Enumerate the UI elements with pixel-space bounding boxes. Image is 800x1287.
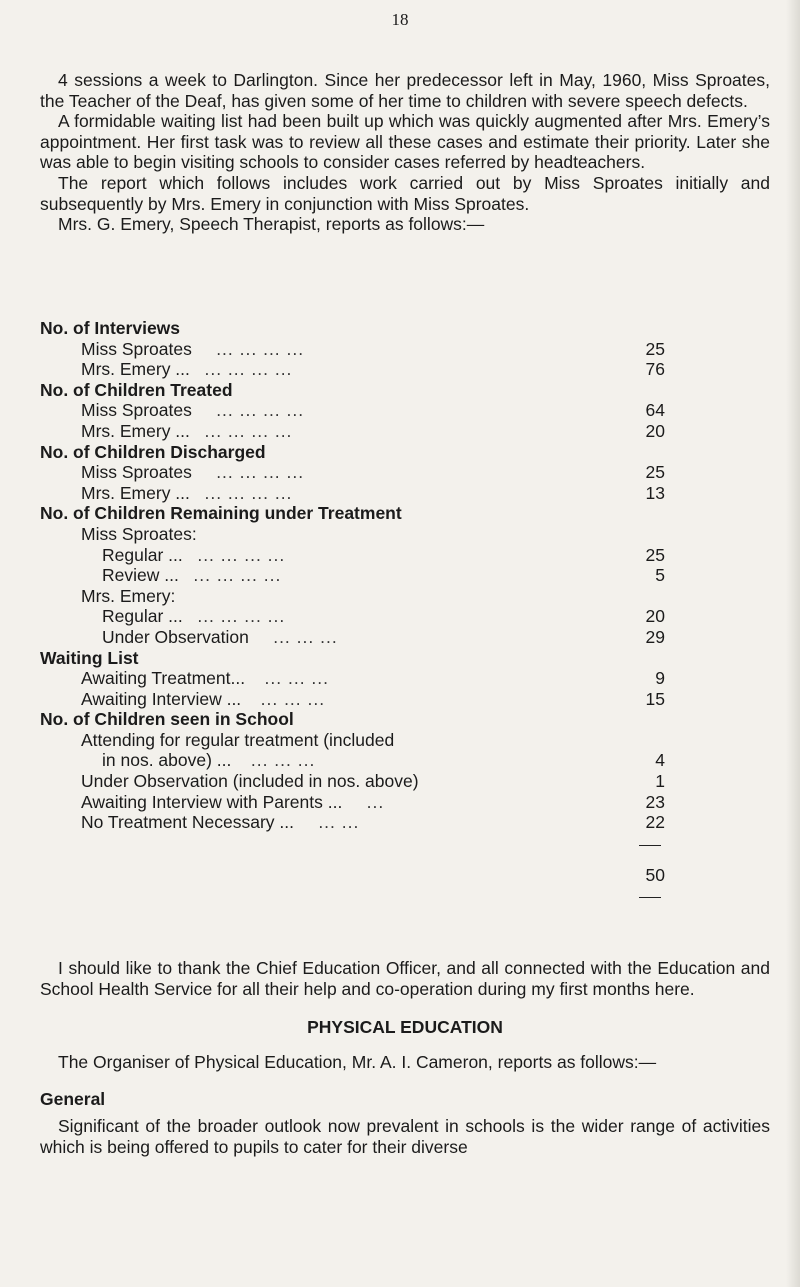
page-number: 18 (391, 10, 409, 29)
stat-row (40, 359, 770, 380)
total-rule-top (639, 845, 661, 846)
stat-value: 13 (645, 482, 665, 503)
stat-row (40, 483, 770, 504)
subheading-general: General (40, 1089, 106, 1110)
total-value: 50 (645, 864, 665, 885)
stat-value: 20 (645, 606, 665, 627)
paragraph-general: Significant of the broader outlook now prevalent in schools is the wider range of activities which is being offered to pupils to cater for their diverse (40, 1115, 770, 1157)
stat-value: 15 (645, 688, 665, 709)
section-heading-interviews: No. of Interviews (40, 318, 181, 338)
paragraph-thanks: I should like to thank the Chief Education Officer, and all connected with the Education and School Health Service for all their help and co-operation during my first months here. (40, 958, 770, 999)
paragraph-report-intro: The report which follows includes work carried out by Miss Sproates initially and subsequently by Mrs. Emery in conjunction with Miss Sproates. (40, 172, 770, 214)
stat-row (40, 421, 770, 442)
stat-value: 23 (645, 791, 665, 812)
section-heading-remaining: No. of Children Remaining under Treatment (40, 503, 402, 524)
stat-row (40, 771, 770, 792)
subgroup-label-mrs-emery: Mrs. Emery: (81, 585, 176, 606)
leader-dots: ... (366, 791, 385, 812)
stat-row (40, 400, 770, 421)
stat-value: 20 (645, 420, 665, 441)
total-rule-bottom (639, 897, 661, 898)
stat-row (40, 792, 770, 813)
stat-label: Mrs. Emery ... (81, 359, 190, 380)
stat-label-multiline: Attending for regular treatment (included (81, 729, 395, 750)
stat-label: Review ... (102, 565, 179, 586)
stat-row (40, 606, 770, 627)
stat-value: 25 (645, 544, 665, 565)
stat-row (40, 668, 770, 689)
paragraph-pe-intro: The Organiser of Physical Education, Mr. A. I. Cameron, reports as follows:— (58, 1051, 657, 1072)
stat-row (40, 462, 770, 483)
stat-value: 4 (655, 750, 665, 771)
leader-dots: ... ... ... ... (216, 338, 305, 359)
section-title-physical-education: PHYSICAL EDUCATION (307, 1017, 503, 1038)
subgroup-label-miss-sproates: Miss Sproates: (81, 523, 197, 544)
report-lead: Mrs. G. Emery, Speech Therapist, reports as follows:— (58, 214, 485, 235)
leader-dots: ... ... ... (260, 688, 326, 709)
stat-row (40, 689, 770, 710)
stat-label: No Treatment Necessary ... (81, 812, 294, 833)
leader-dots: ... ... ... (273, 626, 338, 647)
stat-label: Under Observation (102, 626, 249, 647)
stat-value: 76 (645, 359, 665, 380)
leader-dots: ... ... ... ... (216, 400, 305, 421)
stat-label: Mrs. Emery ... (81, 420, 190, 441)
stat-row (40, 545, 770, 566)
stat-row (40, 750, 770, 771)
paragraph-darlington: 4 sessions a week to Darlington. Since her predecessor left in May, 1960, Miss Sproates, the Teacher of the Deaf, has given some of her time to children with severe speech defects. (40, 70, 770, 111)
stat-value: 1 (655, 771, 665, 792)
stat-label: Regular ... (102, 544, 183, 565)
stat-row (40, 339, 770, 360)
stat-row (40, 627, 770, 648)
section-heading-waiting-list: Waiting List (40, 647, 139, 668)
stat-label: Awaiting Interview with Parents ... (81, 791, 343, 812)
leader-dots: ... ... ... (250, 750, 316, 771)
stat-value: 9 (655, 668, 665, 689)
leader-dots: ... ... ... ... (197, 606, 286, 627)
stat-label: Under Observation (included in nos. above) (81, 771, 419, 792)
stat-label: Regular ... (102, 606, 183, 627)
leader-dots: ... ... ... ... (216, 462, 305, 483)
stat-label: Miss Sproates (81, 462, 192, 483)
stat-value: 25 (645, 462, 665, 483)
stat-label: Miss Sproates (81, 400, 192, 421)
page-edge-shadow (786, 0, 800, 1287)
stat-label: in nos. above) ... (102, 750, 232, 771)
stat-row (40, 812, 770, 833)
stat-label: Awaiting Treatment... (81, 668, 246, 689)
paragraph-waiting-list: A formidable waiting list had been built up which was quickly augmented after Mrs. Emery’s appointment. Her first task was to review all these cases and estimate their priority. Later she was able to begin visiting schools to consider cases referred by headteachers. (40, 111, 770, 173)
leader-dots: ... ... ... ... (204, 420, 293, 441)
section-heading-seen-in-school: No. of Children seen in School (40, 709, 294, 730)
stat-value: 29 (645, 626, 665, 647)
total-row (40, 833, 770, 865)
leader-dots: ... ... ... ... (204, 482, 293, 503)
stat-value: 64 (645, 400, 665, 421)
total-row (40, 865, 770, 891)
stat-label: Miss Sproates (81, 338, 192, 359)
intro-block (40, 70, 770, 235)
leader-dots: ... ... ... ... (193, 565, 282, 586)
section-heading-treated: No. of Children Treated (40, 379, 233, 400)
stat-label: Mrs. Emery ... (81, 482, 190, 503)
stat-value: 5 (655, 565, 665, 586)
leader-dots: ... ... ... ... (204, 359, 293, 380)
leader-dots: ... ... (318, 812, 360, 833)
stat-value: 22 (645, 812, 665, 833)
stat-label: Awaiting Interview ... (81, 688, 242, 709)
speech-therapy-statistics (40, 318, 770, 891)
stat-value: 25 (645, 338, 665, 359)
section-heading-discharged: No. of Children Discharged (40, 441, 266, 462)
stat-row (40, 565, 770, 586)
closing-block (40, 958, 770, 1157)
leader-dots: ... ... ... (264, 668, 329, 689)
leader-dots: ... ... ... ... (197, 544, 286, 565)
